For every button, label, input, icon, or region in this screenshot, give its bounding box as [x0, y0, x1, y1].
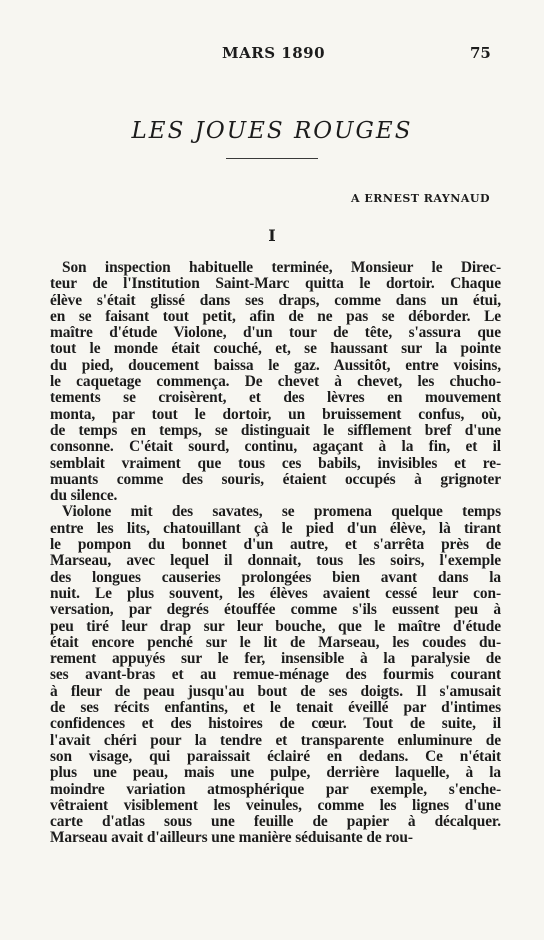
text-line: vêtraient visiblement les veinules, comme les lignes d'une	[50, 797, 501, 814]
text-line: monta, par tout le dortoir, un bruissement confus, où,	[50, 406, 501, 423]
text-line: du pied, doucement baissa le gaz. Aussitôt, entre voisins,	[50, 357, 501, 374]
text-line: ses avant-bras et au remue-ménage des fourmis courant	[50, 667, 501, 684]
text-line: son visage, qui paraissait éclairé en dedans. Ce n'était	[50, 748, 501, 765]
text-line: élève s'était glissé dans ses draps, comme dans un étui,	[50, 292, 501, 309]
text-line: des longues causeries prolongées bien avant dans la	[50, 569, 501, 586]
text-line: à fleur de peau jusqu'au bout de ses doigts. Il s'amusait	[50, 683, 501, 700]
text-line: plus une peau, mais une pulpe, derrière laquelle, à la	[50, 765, 501, 782]
text-line: versation, par degrés étouffée comme s'ils eussent peu à	[50, 602, 501, 619]
text-line: semblait vraiment que tous ces babils, invisibles et re-	[50, 455, 501, 472]
text-line: moindre variation atmosphérique par exemple, s'enche-	[50, 781, 501, 798]
text-line: le caquetage commença. De chevet à chevet, les chucho-	[50, 374, 501, 391]
text-line: maître d'étude Violone, d'un tour de tête, s'assura que	[50, 325, 501, 342]
page-header	[0, 44, 544, 68]
text-line: Marseau, avec lequel il donnait, tous les soirs, l'exemple	[50, 553, 501, 570]
text-line: de ses récits enfantins, et le tenait éveillé par d'intimes	[50, 700, 501, 717]
text-line: rement appuyés sur le fer, insensible à la paralysie de	[50, 651, 501, 668]
text-line: peu tiré leur drap sur leur bouche, que le maître d'étude	[50, 618, 501, 635]
text-line: tements se croisèrent, et des lèvres en mouvement	[50, 390, 501, 407]
body-text	[50, 260, 501, 847]
text-line: consonne. C'était sourd, continu, agaçant à la fin, et il	[50, 439, 501, 456]
text-line: était encore penché sur le lit de Marseau, les coudes du-	[50, 634, 501, 651]
section-number: I	[268, 226, 276, 245]
text-line: Marseau avait d'ailleurs une manière séduisante de rou-	[50, 830, 413, 847]
text-line: Son inspection habituelle terminée, Monsieur le Direc-	[62, 260, 501, 276]
text-line: du silence.	[50, 488, 118, 505]
text-line: en se faisant tout petit, afin de ne pas se déborder. Le	[50, 308, 501, 325]
page-number: 75	[470, 44, 491, 62]
text-line: muants comme des souris, étaient occupés à grignoter	[50, 471, 501, 488]
text-line: teur de l'Institution Saint-Marc quitta le dortoir. Chaque	[50, 276, 501, 293]
text-line: tout le monde était couché, et, se haussant sur la pointe	[50, 341, 501, 358]
text-line: Violone mit des savates, se promena quelque temps	[62, 504, 501, 521]
chapter-title: LES JOUES ROUGES	[131, 118, 413, 144]
text-line: nuit. Le plus souvent, les élèves avaient cessé leur con-	[50, 585, 501, 602]
text-line: l'avait chéri pour la tendre et transparente enluminure de	[50, 732, 501, 749]
text-line: entre les lits, chatouillant çà le pied d'un élève, là tirant	[50, 520, 501, 537]
text-line: de temps en temps, se distinguait le sifflement bref d'une	[50, 422, 501, 439]
title-rule	[226, 158, 318, 159]
running-title: MARS 1890	[222, 44, 326, 62]
text-line: carte d'atlas sous une feuille de papier à décalquer.	[50, 814, 501, 831]
dedication: A ERNEST RAYNAUD	[351, 192, 490, 205]
text-line: le pompon du bonnet d'un autre, et s'arrêta près de	[50, 537, 501, 554]
text-line: confidences et des histoires de cœur. Tout de suite, il	[50, 716, 501, 733]
